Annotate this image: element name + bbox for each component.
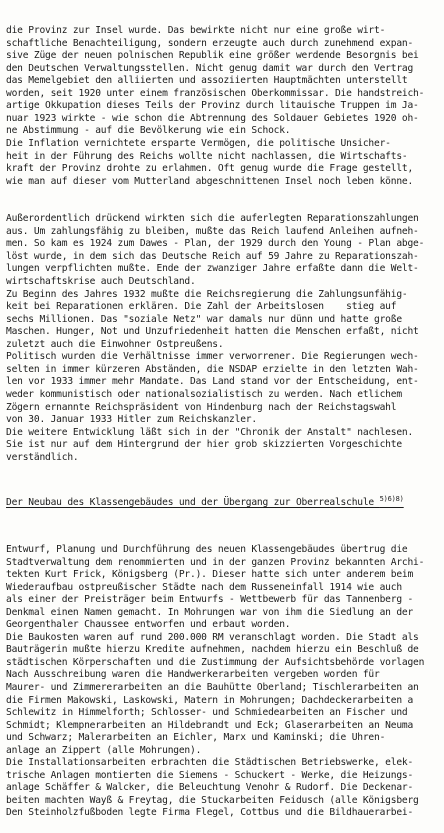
paragraph-reparationen-politik: Außerordentlich drückend wirkten sich die auferlegten Reparationszahlungen aus. Um zahlungsfähig zu bleiben, mußte das Reich laufend Anleihen aufneh- men. So kam es 1924 zum Dawes - Plan, der 1929 durch den Young - Plan abge- löst wurde, in dem sich das Deutsche Reich auf 59 Jahre zu Reparationszah- lungen verpflichten mußte. Ende der zwanziger Jahre erfaßte dann die Welt- wirtschaftskrise auch Deutschland. Zu Beginn des Jahres 1932 mußte die Reichsregierung die Zahlungsunfähig- keit bei Reparationen erklären. Die Zahl der Arbeitslosen stieg auf sechs Millionen. Das "soziale Netz" war damals nur dünn und hatte große Maschen. Hunger, Not und Unzufriedenheit hatten die Menschen erfaßt, nicht zuletzt auch die Einwohner Ostpreußens. Politisch wurden die Verhältnisse immer verworrener. Die Regierungen wech- selten in immer kürzeren Abständen, die NSDAP erzielte in den letzten Wah- len vor 1933 immer mehr Mandate. Das Land stand vor der Entscheidung, ent- weder kommunistisch oder nationalsozialistisch zu werden. Nach etlichem Zögern ernannte Reichspräsident von Hindenburg nach der Reichstagswahl von 30. Januar 1933 Hitler zum Reichskanzler. Die weitere Entwicklung läßt sich in der "Chronik der Anstalt" nachlesen. Sie ist nur auf dem Hintergrund der hier grob skizzierten Vorgeschichte verständlich. xyxy=(6,213,425,463)
paragraph-insel-inflation: die Provinz zur Insel wurde. Das bewirkte nicht nur eine große wirt- schaftliche Benachteiligung, sondern erzeugte auch durch zunehmend expan- sive Züge der neuen polnischen Republik eine größer werdende Besorgnis bei den Deutschen Verwaltungsstellen. Nicht genug damit war durch den Vertrag das Memelgebiet den alliierten und assoziierten Hauptmächten unterstellt worden, seit 1920 unter einem französischen Oberkommissar. Die handstreich- artige Okkupation dieses Teils der Provinz durch litauische Truppen im Ja- nuar 1923 wirkte - wie schon die Abtrennung des Soldauer Gebietes 1920 oh- ne Abstimmung - auf die Bevölkerung wie ein Schock. Die Inflation vernichtete ersparte Vermögen, die politische Unsicher- heit in der Führung des Reichs wollte nicht nachlassen, die Wirtschafts- kraft der Provinz drohte zu erlahmen. Oft genug wurde die Frage gestellt, wie man auf dieser vom Mutterland abgeschnittenen Insel noch leben könne. xyxy=(6,25,425,187)
document-page xyxy=(6,0,440,819)
section-heading-references: 5)6)8) xyxy=(379,495,404,504)
section-heading-text: Der Neubau des Klassengebäudes und der Übergang zur Oberrealschule xyxy=(6,497,375,509)
section-heading xyxy=(6,497,440,510)
paragraph-neubau-klassengebaeude: Entwurf, Planung und Durchführung des neuen Klassengebäudes übertrug die Stadtverwaltung dem renommierten und in der ganzen Provinz bekannten Archi- tekten Kurt Frick, Königsberg (Pr.). Dieser hatte sich unter anderem beim Wiederaufbau ostpreußischer Städte nach dem Russeneinfall 1914 wie auch als einer der Preisträger beim Entwurfs - Wettbewerb für das Tannenberg - Denkmal einen Namen gemacht. In Mohrungen war von ihm die Siedlung an der Georgenthaler Chaussee entworfen und erbaut worden. Die Baukosten waren auf rund 200.000 RM veranschlagt worden. Die Stadt als Bauträgerin mußte hierzu Kredite aufnehmen, nachdem hierzu ein Beschluß de städtischen Körperschaften und die Zustimmung der Aufsichtsbehörde vorlagen Nach Ausschreibung waren die Handwerkerarbeiten vergeben worden für Maurer- und Zimmererarbeiten an die Bauhütte Oberland; Tischlerarbeiten an die Firmen Makowski, Laskowski, Matern in Mohrungen; Dachdeckerarbeiten a Schlewitz in Himmelforth; Schlosser- und Schmiedearbeiten an Fischer und Schmidt; Klempnerarbeiten an Hildebrandt und Eck; Glaserarbeiten an Neuma und Schwarz; Malerarbeiten an Eichler, Marx und Kaminski; die Uhren- anlage an Zippert (alle Mohrungen). Die Installationsarbeiten erbrachten die Städtischen Betriebswerke, elek- trische Anlagen montierten die Siemens - Schuckert - Werke, die Heizungs- anlage Schäffer & Walcker, die Beleuchtung Venohr & Rudorf. Die Deckenar- beiten machten Wayß & Freytag, die Stuckarbeiten Feidusch (alle Königsberg Den Steinholzfußboden legte Firma Flegel, Cottbus und die Bildhauerarbei- xyxy=(6,543,425,819)
